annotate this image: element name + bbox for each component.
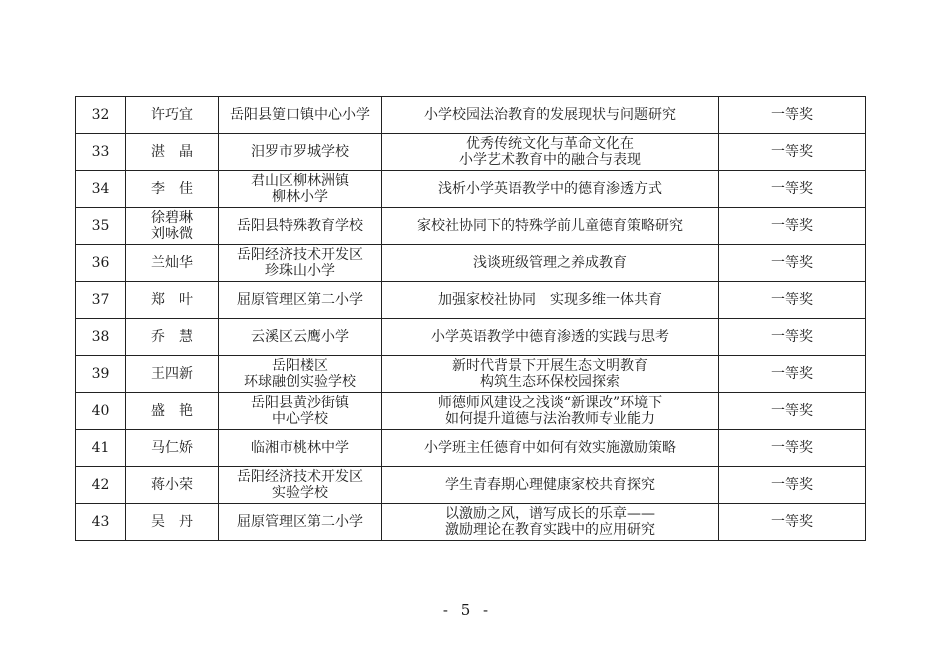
paper-title-cell	[382, 171, 719, 208]
school-line: 屈原管理区第二小学	[237, 514, 363, 530]
award-level-cell: 一等奖	[719, 171, 866, 208]
paper-title-line: 优秀传统文化与革命文化在	[466, 136, 634, 152]
row-number-cell: 40	[76, 393, 126, 430]
row-number-cell: 39	[76, 356, 126, 393]
row-number-cell: 32	[76, 97, 126, 134]
author-name-cell	[126, 393, 219, 430]
paper-title-line: 家校社协同下的特殊学前儿童德育策略研究	[417, 218, 683, 234]
school-cell	[219, 97, 382, 134]
author-name-line: 郑 叶	[151, 292, 193, 308]
school-line: 实验学校	[272, 485, 328, 501]
school-cell	[219, 282, 382, 319]
author-name-cell	[126, 97, 219, 134]
table-row	[76, 134, 866, 171]
school-cell	[219, 134, 382, 171]
author-name-line: 马仁娇	[151, 440, 193, 456]
paper-title-cell	[382, 467, 719, 504]
paper-title-line: 浅谈班级管理之养成教育	[473, 255, 627, 271]
author-name-line: 徐碧琳	[151, 210, 193, 226]
paper-title-cell	[382, 208, 719, 245]
paper-title-cell	[382, 504, 719, 541]
award-level-cell: 一等奖	[719, 430, 866, 467]
award-level-cell: 一等奖	[719, 208, 866, 245]
school-cell	[219, 319, 382, 356]
author-name-line: 吴 丹	[151, 514, 193, 530]
paper-title-cell	[382, 134, 719, 171]
school-line: 柳林小学	[272, 189, 328, 205]
school-cell	[219, 171, 382, 208]
table-row	[76, 245, 866, 282]
paper-title-line: 加强家校社协同 实现多维一体共育	[438, 292, 662, 308]
school-cell	[219, 393, 382, 430]
award-level-cell: 一等奖	[719, 97, 866, 134]
table-row	[76, 171, 866, 208]
school-cell	[219, 208, 382, 245]
paper-title-cell	[382, 245, 719, 282]
row-number-cell: 41	[76, 430, 126, 467]
school-line: 屈原管理区第二小学	[237, 292, 363, 308]
table-row	[76, 467, 866, 504]
author-name-cell	[126, 134, 219, 171]
school-line: 云溪区云鹰小学	[251, 329, 349, 345]
award-level-cell: 一等奖	[719, 134, 866, 171]
school-line: 岳阳县黄沙街镇	[251, 395, 349, 411]
award-level-cell: 一等奖	[719, 356, 866, 393]
row-number-cell: 43	[76, 504, 126, 541]
award-level-cell: 一等奖	[719, 393, 866, 430]
row-number-cell: 35	[76, 208, 126, 245]
paper-title-line: 小学班主任德育中如何有效实施激励策略	[424, 440, 676, 456]
page-number: - 5 -	[442, 601, 493, 619]
award-level-cell: 一等奖	[719, 467, 866, 504]
school-line: 临湘市桃林中学	[251, 440, 349, 456]
table-row	[76, 430, 866, 467]
paper-title-line: 如何提升道德与法治教师专业能力	[445, 411, 655, 427]
author-name-line: 蒋小荣	[151, 477, 193, 493]
author-name-line: 乔 慧	[151, 329, 193, 345]
row-number-cell: 34	[76, 171, 126, 208]
author-name-line: 王四新	[151, 366, 193, 382]
author-name-line: 许巧宜	[151, 107, 193, 123]
row-number-cell: 33	[76, 134, 126, 171]
paper-title-cell	[382, 356, 719, 393]
school-line: 珍珠山小学	[265, 263, 335, 279]
author-name-cell	[126, 467, 219, 504]
awards-table	[75, 96, 866, 541]
paper-title-line: 小学英语教学中德育渗透的实践与思考	[431, 329, 669, 345]
school-line: 君山区柳林洲镇	[251, 173, 349, 189]
author-name-line: 兰灿华	[151, 255, 193, 271]
paper-title-cell	[382, 393, 719, 430]
author-name-line: 李 佳	[151, 181, 193, 197]
paper-title-line: 学生青春期心理健康家校共育探究	[445, 477, 655, 493]
paper-title-line: 新时代背景下开展生态文明教育	[452, 358, 648, 374]
school-line: 岳阳楼区	[272, 358, 328, 374]
school-line: 岳阳经济技术开发区	[237, 469, 363, 485]
author-name-cell	[126, 430, 219, 467]
author-name-line: 刘咏微	[151, 226, 193, 242]
paper-title-line: 以激励之风，谱写成长的乐章——	[445, 506, 655, 522]
awards-table-body	[76, 97, 866, 541]
author-name-cell	[126, 356, 219, 393]
school-line: 汨罗市罗城学校	[251, 144, 349, 160]
school-line: 岳阳县筻口镇中心小学	[230, 107, 370, 123]
author-name-cell	[126, 282, 219, 319]
school-cell	[219, 467, 382, 504]
author-name-cell	[126, 245, 219, 282]
author-name-cell	[126, 319, 219, 356]
table-row	[76, 356, 866, 393]
row-number-cell: 38	[76, 319, 126, 356]
paper-title-cell	[382, 97, 719, 134]
author-name-cell	[126, 208, 219, 245]
table-row	[76, 393, 866, 430]
paper-title-line: 小学艺术教育中的融合与表现	[459, 152, 641, 168]
school-cell	[219, 430, 382, 467]
row-number-cell: 36	[76, 245, 126, 282]
award-level-cell: 一等奖	[719, 504, 866, 541]
school-line: 岳阳县特殊教育学校	[237, 218, 363, 234]
row-number-cell: 37	[76, 282, 126, 319]
school-line: 中心学校	[272, 411, 328, 427]
author-name-line: 盛 艳	[151, 403, 193, 419]
award-level-cell: 一等奖	[719, 319, 866, 356]
table-row	[76, 282, 866, 319]
paper-title-line: 激励理论在教育实践中的应用研究	[445, 522, 655, 538]
row-number-cell: 42	[76, 467, 126, 504]
paper-title-line: 小学校园法治教育的发展现状与问题研究	[424, 107, 676, 123]
author-name-cell	[126, 504, 219, 541]
paper-title-line: 构筑生态环保校园探索	[480, 374, 620, 390]
author-name-line: 湛 晶	[151, 144, 193, 160]
school-line: 岳阳经济技术开发区	[237, 247, 363, 263]
table-row	[76, 208, 866, 245]
author-name-cell	[126, 171, 219, 208]
paper-title-cell	[382, 430, 719, 467]
school-cell	[219, 245, 382, 282]
table-row	[76, 319, 866, 356]
paper-title-line: 师德师风建设之浅谈“新课改”环境下	[437, 395, 663, 411]
school-line: 环球融创实验学校	[244, 374, 356, 390]
award-level-cell: 一等奖	[719, 282, 866, 319]
paper-title-line: 浅析小学英语教学中的德育渗透方式	[438, 181, 662, 197]
table-row	[76, 97, 866, 134]
award-level-cell: 一等奖	[719, 245, 866, 282]
school-cell	[219, 356, 382, 393]
table-row	[76, 504, 866, 541]
school-cell	[219, 504, 382, 541]
paper-title-cell	[382, 319, 719, 356]
paper-title-cell	[382, 282, 719, 319]
